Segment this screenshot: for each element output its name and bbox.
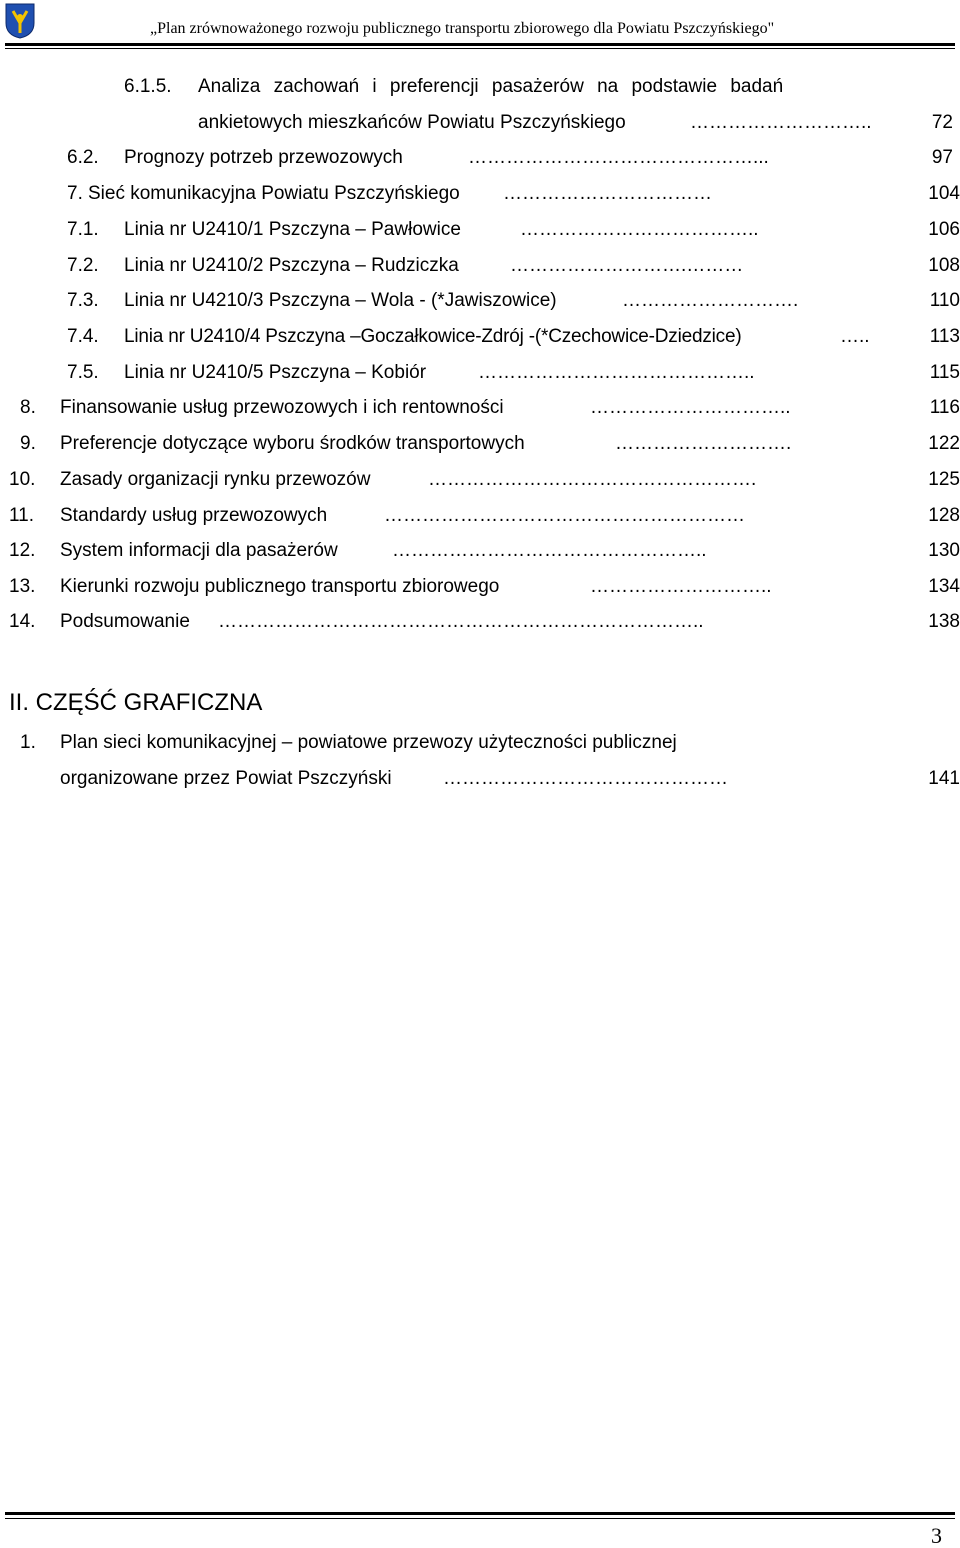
toc-page-number: 72 (931, 112, 953, 133)
toc-entry[interactable] (0, 324, 960, 350)
toc-entry-title: Zasady organizacji rynku przewozów (60, 469, 371, 490)
toc-entry[interactable] (0, 181, 960, 207)
toc-entry-number: 7.3. (67, 290, 99, 311)
toc-page-number: 106 (928, 219, 960, 240)
toc-entry-number: 11. (9, 505, 35, 526)
toc-leader-dots: ……………………….. (590, 576, 772, 597)
toc-entry-number: 12. (9, 540, 36, 561)
toc-entry-number: 7.2. (67, 255, 99, 276)
toc-entry-title: Linia nr U2410/1 Pszczyna – Pawłowice (124, 219, 461, 240)
toc-page-number: 110 (929, 290, 960, 311)
toc-entry-number: 6.1.5. (124, 76, 172, 97)
toc-entry[interactable] (0, 503, 960, 529)
footer-divider-thin (5, 1518, 955, 1519)
toc-entry[interactable] (0, 574, 960, 600)
toc-entry-title: Linia nr U4210/3 Pszczyna – Wola - (*Jawiszowice) (124, 290, 557, 311)
toc-entry-title: System informacji dla pasażerów (60, 540, 338, 561)
toc-page-number: 122 (928, 433, 960, 454)
toc-entry-title: Podsumowanie (60, 611, 190, 632)
toc-entry-title: organizowane przez Powiat Pszczyński (60, 768, 392, 789)
toc-entry-title: Linia nr U2410/4 Pszczyna –Goczałkowice-Zdrój -(*Czechowice-Dziedzice) (124, 326, 742, 347)
toc-leader-dots: ……………………….. (690, 112, 872, 133)
toc-entry[interactable] (0, 253, 960, 279)
section-heading: II. CZĘŚĆ GRAFICZNA (9, 689, 263, 716)
toc-leader-dots: ………………………………………………………………….. (218, 611, 704, 632)
toc-entry-number: 14. (9, 611, 36, 632)
toc-leader-dots: ……………………………….. (520, 219, 759, 240)
toc-entry-title: Plan sieci komunikacyjnej – powiatowe przewozy użyteczności publicznej (60, 732, 677, 753)
toc-entry-title: Preferencje dotyczące wyboru środków transportowych (60, 433, 525, 454)
toc-entry-title: Linia nr U2410/5 Pszczyna – Kobiór (124, 362, 427, 383)
toc-page-number: 97 (931, 147, 953, 168)
toc-entry-number: 7.1. (67, 219, 99, 240)
toc-leader-dots: …………………………… (503, 183, 712, 204)
toc-leader-dots: …………………………………….. (478, 362, 755, 383)
toc-entry[interactable] (0, 431, 960, 457)
toc-entry-number: 10. (9, 469, 36, 490)
toc-entry-number: 13. (9, 576, 36, 597)
toc-entry[interactable] (0, 538, 960, 564)
toc-entry-number: 1. (20, 732, 36, 753)
footer-divider (5, 1512, 955, 1515)
toc-entry-title: Kierunki rozwoju publicznego transportu zbiorowego (60, 576, 500, 597)
toc-entry-number: 9. (20, 433, 36, 454)
toc-entry[interactable] (0, 467, 960, 493)
toc-entry-number: 8. (20, 397, 36, 418)
toc-entry[interactable] (0, 395, 960, 421)
toc-entry[interactable] (0, 766, 960, 792)
toc-leader-dots: ………………………………………………… (384, 505, 745, 526)
toc-leader-dots: ………………………. (615, 433, 792, 454)
toc-entry-title: Standardy usług przewozowych (60, 505, 328, 526)
toc-leader-dots: ……………………………………… (443, 768, 728, 789)
toc-page-number: 134 (928, 576, 960, 597)
toc-page-number: 115 (929, 362, 960, 383)
toc-entry-title: ankietowych mieszkańców Powiatu Pszczyńskiego (198, 112, 626, 133)
coat-of-arms-icon (5, 3, 35, 39)
header-divider (5, 43, 955, 46)
toc-page-number: 104 (928, 183, 960, 204)
toc-leader-dots: ………………………. (622, 290, 799, 311)
toc-entry[interactable] (0, 145, 960, 171)
toc-leader-dots: ……………………………………………. (428, 469, 757, 490)
toc-page-number: 125 (928, 469, 960, 490)
toc-page-number: 141 (928, 768, 960, 789)
toc-leader-dots: ………………………………………... (468, 147, 769, 168)
toc-entry-number: 6.2. (67, 147, 99, 168)
toc-entry-title: Prognozy potrzeb przewozowych (124, 147, 403, 168)
toc-page-number: 108 (928, 255, 960, 276)
toc-entry[interactable] (0, 360, 960, 386)
header-divider-thin (5, 48, 955, 49)
document-running-title: „Plan zrównoważonego rozwoju publicznego transportu zbiorowego dla Powiatu Pszczyńskiego" (150, 20, 775, 37)
toc-page-number: 138 (928, 611, 960, 632)
toc-entry[interactable] (0, 730, 960, 756)
toc-page-number: 128 (928, 505, 960, 526)
toc-entry-title: Analiza zachowań i preferencji pasażerów na podstawie badań (198, 76, 784, 97)
toc-entry-number: 7.5. (67, 362, 99, 383)
toc-page-number: 113 (929, 326, 960, 347)
toc-entry[interactable] (0, 609, 960, 635)
toc-entry-title: Linia nr U2410/2 Pszczyna – Rudziczka (124, 255, 459, 276)
toc-page-number: 116 (929, 397, 960, 418)
toc-entry-number: 7.4. (67, 326, 99, 347)
toc-leader-dots: ………………………………………….. (392, 540, 707, 561)
toc-leader-dots: ….. (840, 326, 870, 347)
toc-leader-dots: ……………………….……… (510, 255, 744, 276)
page-number: 3 (931, 1523, 942, 1548)
toc-leader-dots: ………………………….. (590, 397, 791, 418)
toc-entry-title: Sieć komunikacyjna Powiatu Pszczyńskiego (88, 183, 460, 204)
toc-entry[interactable] (0, 288, 960, 314)
toc-entry[interactable] (0, 74, 960, 100)
toc-entry-title: Finansowanie usług przewozowych i ich rentowności (60, 397, 504, 418)
toc-page-number: 130 (928, 540, 960, 561)
toc-entry[interactable] (0, 110, 960, 136)
toc-entry-number: 7. (67, 183, 83, 204)
toc-entry[interactable] (0, 217, 960, 243)
